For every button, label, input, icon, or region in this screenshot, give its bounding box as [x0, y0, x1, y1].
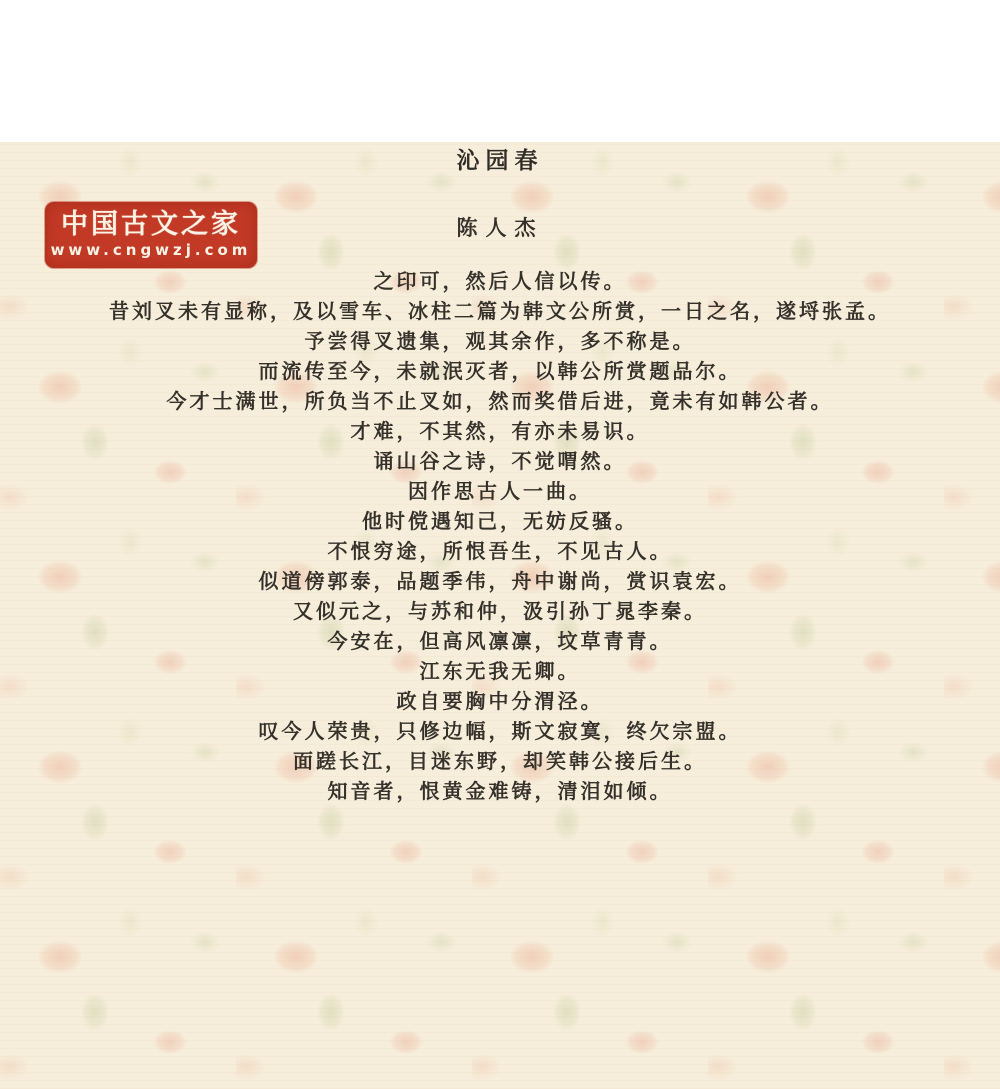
poem-line: 江东无我无卿。 — [419, 659, 581, 683]
site-name: 中国古文之家 — [61, 209, 241, 240]
poem-author: 陈人杰 — [456, 215, 544, 240]
poem-title: 沁园春 — [456, 147, 544, 174]
poem-line: 又似元之，与苏和仲，汲引孙丁晁李秦。 — [293, 599, 707, 623]
poem-line: 不恨穷途，所恨吾生，不见古人。 — [327, 539, 673, 563]
poem-line: 予尝得叉遗集，观其余作，多不称是。 — [304, 329, 696, 353]
poem-body — [0, 266, 1000, 806]
site-logo-stamp[interactable] — [45, 202, 257, 268]
poem-line: 他时傥遇知己，无妨反骚。 — [362, 509, 638, 533]
site-url: www.cngwzj.com — [50, 241, 252, 259]
poem-line: 今才士满世，所负当不止叉如，然而奖借后进，竟未有如韩公者。 — [166, 389, 834, 413]
poem-line: 而流传至今，未就泯灭者，以韩公所赏题品尔。 — [258, 359, 742, 383]
poem-line: 今安在，但高风凛凛，坟草青青。 — [327, 629, 673, 653]
poem-line: 才难，不其然，有亦未易识。 — [350, 419, 650, 443]
poem-line: 昔刘叉未有显称，及以雪车、冰柱二篇为韩文公所赏，一日之名，遂埒张孟。 — [109, 299, 891, 323]
poem-line: 似道傍郭泰，品题季伟，舟中谢尚，赏识袁宏。 — [258, 569, 742, 593]
poem-line: 政自要胸中分渭泾。 — [396, 689, 604, 713]
poem-line: 知音者，恨黄金难铸，清泪如倾。 — [327, 779, 673, 803]
poem-line: 诵山谷之诗，不觉喟然。 — [373, 449, 627, 473]
poem-line: 面蹉长江，目迷东野，却笑韩公接后生。 — [293, 749, 707, 773]
poem-line: 叹今人荣贵，只修边幅，斯文寂寞，终欠宗盟。 — [258, 719, 742, 743]
poem-line: 因作思古人一曲。 — [408, 479, 592, 503]
poem-line: 之印可，然后人信以传。 — [373, 269, 627, 293]
